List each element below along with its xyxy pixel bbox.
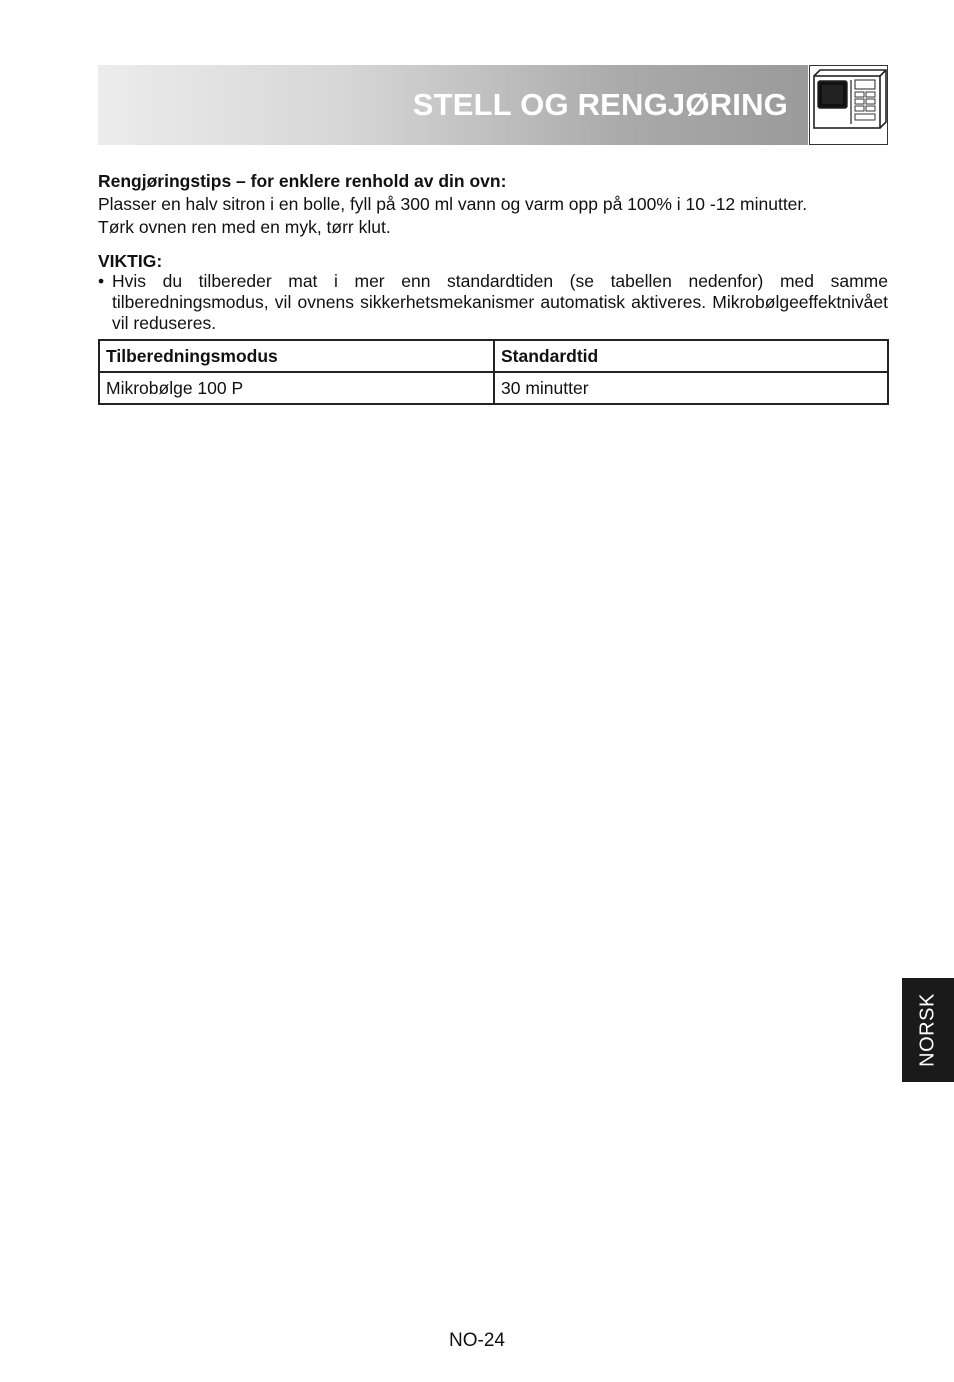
important-heading: VIKTIG: bbox=[98, 251, 163, 271]
language-tab-label: NORSK bbox=[916, 993, 939, 1067]
standard-time-table bbox=[98, 339, 889, 405]
table-header-row bbox=[99, 340, 888, 372]
tips-line-1: Plasser en halv sitron i en bolle, fyll på 300 ml vann og varm opp på 100% i 10 -12 minutter. bbox=[98, 194, 808, 214]
important-bullet: • Hvis du tilbereder mat i mer enn standardtiden (se tabellen nedenfor) med samme tilberedningsmodus, vil ovnens sikkerhetsmekanismer automatisk aktiveres. Mikrobølgeeffektnivået vil reduseres. bbox=[98, 271, 888, 334]
table-cell-mode: Mikrobølge 100 P bbox=[99, 372, 494, 404]
language-tab bbox=[902, 978, 954, 1082]
page-title: STELL OG RENGJØRING bbox=[412, 87, 788, 122]
tips-heading: Rengjøringstips – for enklere renhold av din ovn: bbox=[98, 171, 507, 191]
page-number: NO-24 bbox=[449, 1330, 505, 1351]
tips-line-2: Tørk ovnen ren med en myk, tørr klut. bbox=[98, 217, 391, 237]
table-cell-time: 30 minutter bbox=[494, 372, 888, 404]
header-band bbox=[98, 65, 808, 145]
table-row bbox=[99, 372, 888, 404]
microwave-oven-icon bbox=[810, 66, 887, 144]
table-header-mode: Tilberedningsmodus bbox=[99, 340, 494, 372]
main-content bbox=[98, 170, 888, 334]
table-header-time: Standardtid bbox=[494, 340, 888, 372]
important-bullet-list bbox=[98, 271, 888, 334]
header-icon-box bbox=[809, 65, 888, 145]
